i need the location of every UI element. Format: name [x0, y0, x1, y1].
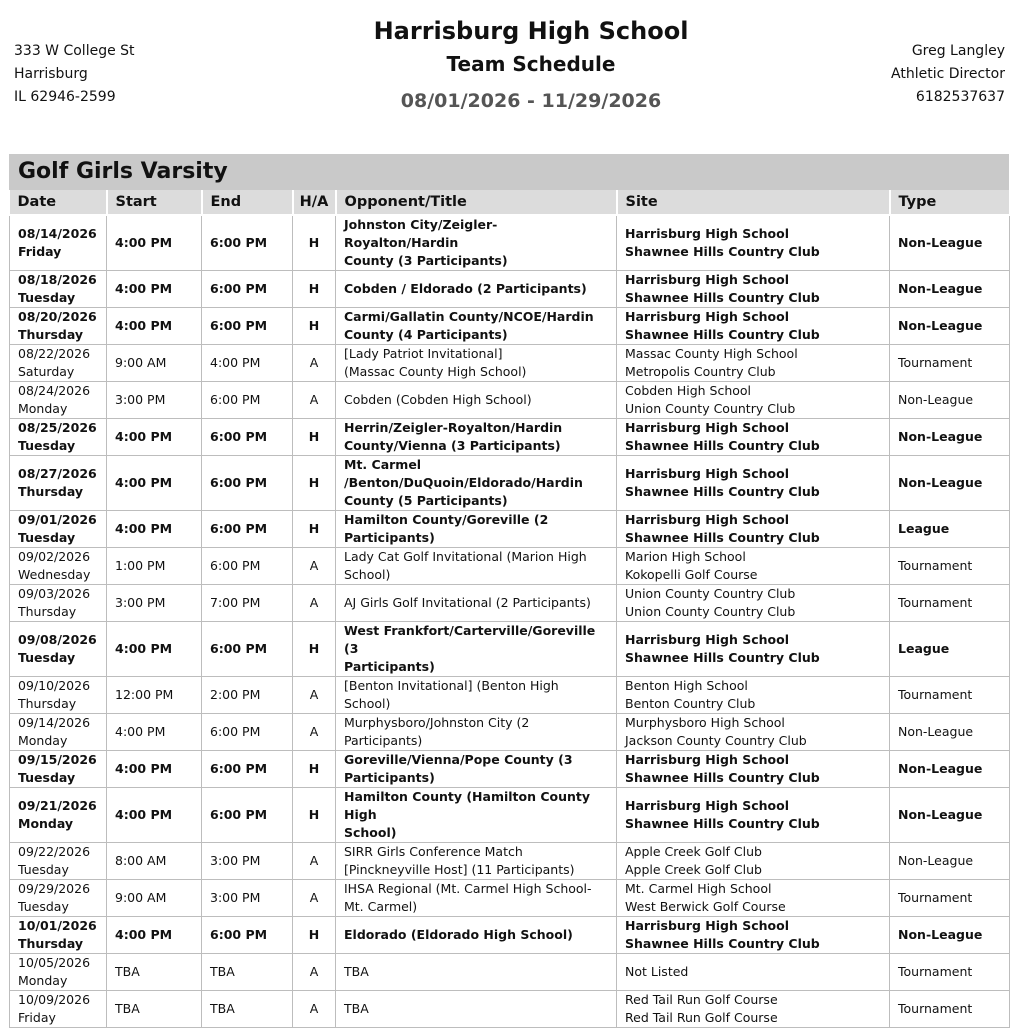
cell-site — [617, 991, 890, 1028]
event-weekday: Friday — [18, 244, 62, 259]
cell-home-away: A — [293, 548, 336, 585]
athletic-director-contact — [891, 40, 1005, 109]
cell-event-type: Non-League — [890, 215, 1010, 271]
site-line: Harrisburg High School — [625, 272, 789, 287]
cell-end-time: TBA — [202, 991, 293, 1028]
opponent-line: Participants) — [344, 770, 435, 785]
cell-home-away: A — [293, 880, 336, 917]
cell-end-time: TBA — [202, 954, 293, 991]
cell-date — [10, 622, 107, 677]
site-line: Shawnee Hills Country Club — [625, 484, 820, 499]
cell-date — [10, 382, 107, 419]
cell-site — [617, 917, 890, 954]
site-line: Shawnee Hills Country Club — [625, 770, 820, 785]
cell-event-type: Non-League — [890, 751, 1010, 788]
cell-date — [10, 677, 107, 714]
cell-date — [10, 511, 107, 548]
site-line: Apple Creek Golf Club — [625, 844, 762, 859]
opponent-line: County (5 Participants) — [344, 493, 508, 508]
opponent-line: County (3 Participants) — [344, 253, 508, 268]
opponent-line: AJ Girls Golf Invitational (2 Participants) — [344, 595, 591, 610]
opponent-line: [Lady Patriot Invitational] — [344, 346, 503, 361]
event-weekday: Tuesday — [18, 899, 69, 914]
site-line: Shawnee Hills Country Club — [625, 650, 820, 665]
event-weekday: Monday — [18, 733, 68, 748]
cell-event-type: Non-League — [890, 271, 1010, 308]
event-weekday: Monday — [18, 401, 68, 416]
col-header-start: Start — [107, 190, 202, 215]
cell-start-time: 12:00 PM — [107, 677, 202, 714]
site-line: Shawnee Hills Country Club — [625, 530, 820, 545]
cell-date — [10, 954, 107, 991]
event-weekday: Tuesday — [18, 650, 76, 665]
event-date: 08/25/2026 — [18, 420, 97, 435]
cell-event-type: League — [890, 622, 1010, 677]
document-subtitle: Team Schedule — [446, 52, 616, 76]
event-date: 09/14/2026 — [18, 715, 91, 730]
cell-start-time: 4:00 PM — [107, 271, 202, 308]
cell-opponent — [336, 215, 617, 271]
cell-home-away: H — [293, 788, 336, 843]
event-date: 08/14/2026 — [18, 226, 97, 241]
table-row — [10, 308, 1010, 345]
opponent-line: Cobden / Eldorado (2 Participants) — [344, 281, 587, 296]
cell-site — [617, 456, 890, 511]
table-row — [10, 843, 1010, 880]
cell-start-time: TBA — [107, 954, 202, 991]
cell-opponent — [336, 788, 617, 843]
cell-home-away: A — [293, 954, 336, 991]
cell-site — [617, 880, 890, 917]
cell-opponent — [336, 456, 617, 511]
address-city: Harrisburg — [14, 66, 88, 82]
event-weekday: Tuesday — [18, 530, 76, 545]
table-row — [10, 677, 1010, 714]
cell-date — [10, 843, 107, 880]
opponent-line: IHSA Regional (Mt. Carmel High School- — [344, 881, 592, 896]
cell-home-away: H — [293, 917, 336, 954]
event-weekday: Tuesday — [18, 862, 69, 877]
site-line: Harrisburg High School — [625, 512, 789, 527]
cell-site — [617, 271, 890, 308]
table-row — [10, 511, 1010, 548]
cell-end-time: 6:00 PM — [202, 419, 293, 456]
event-date: 10/05/2026 — [18, 955, 91, 970]
contact-title: Athletic Director — [891, 66, 1005, 82]
cell-opponent — [336, 345, 617, 382]
event-weekday: Thursday — [18, 696, 77, 711]
cell-event-type: Tournament — [890, 548, 1010, 585]
document-header — [0, 14, 1024, 122]
col-header-opponent: Opponent/Title — [336, 190, 617, 215]
cell-date — [10, 880, 107, 917]
site-line: Mt. Carmel High School — [625, 881, 772, 896]
site-line: Jackson County Country Club — [625, 733, 807, 748]
site-line: Harrisburg High School — [625, 420, 789, 435]
site-line: Not Listed — [625, 964, 689, 979]
event-date: 08/22/2026 — [18, 346, 91, 361]
site-line: Kokopelli Golf Course — [625, 567, 758, 582]
event-weekday: Thursday — [18, 484, 84, 499]
table-row — [10, 788, 1010, 843]
contact-name: Greg Langley — [911, 43, 1005, 59]
cell-site — [617, 419, 890, 456]
opponent-line: Participants) — [344, 530, 435, 545]
cell-event-type: Non-League — [890, 714, 1010, 751]
site-line: Red Tail Run Golf Course — [625, 1010, 778, 1025]
cell-start-time: 4:00 PM — [107, 788, 202, 843]
event-weekday: Wednesday — [18, 567, 91, 582]
event-date: 08/27/2026 — [18, 466, 97, 481]
site-line: Harrisburg High School — [625, 798, 789, 813]
site-line: Massac County High School — [625, 346, 798, 361]
cell-end-time: 6:00 PM — [202, 215, 293, 271]
site-line: Harrisburg High School — [625, 309, 789, 324]
cell-home-away: H — [293, 308, 336, 345]
cell-date — [10, 215, 107, 271]
cell-site — [617, 215, 890, 271]
cell-site — [617, 548, 890, 585]
cell-end-time: 6:00 PM — [202, 382, 293, 419]
col-header-site: Site — [617, 190, 890, 215]
site-line: Union County Country Club — [625, 586, 796, 601]
cell-home-away: A — [293, 677, 336, 714]
event-date: 09/22/2026 — [18, 844, 91, 859]
opponent-line: Eldorado (Eldorado High School) — [344, 927, 573, 942]
site-line: Cobden High School — [625, 383, 752, 398]
site-line: Shawnee Hills Country Club — [625, 816, 820, 831]
cell-end-time: 3:00 PM — [202, 843, 293, 880]
event-date: 08/20/2026 — [18, 309, 97, 324]
event-date: 09/29/2026 — [18, 881, 91, 896]
cell-opponent — [336, 991, 617, 1028]
cell-end-time: 7:00 PM — [202, 585, 293, 622]
table-row — [10, 585, 1010, 622]
cell-opponent — [336, 677, 617, 714]
cell-home-away: A — [293, 714, 336, 751]
cell-date — [10, 419, 107, 456]
event-weekday: Tuesday — [18, 438, 76, 453]
col-header-end: End — [202, 190, 293, 215]
col-header-date: Date — [10, 190, 107, 215]
cell-site — [617, 788, 890, 843]
address-state-zip: IL 62946-2599 — [14, 89, 116, 105]
cell-home-away: A — [293, 382, 336, 419]
cell-event-type: Tournament — [890, 585, 1010, 622]
opponent-line: Murphysboro/Johnston City (2 — [344, 715, 530, 730]
cell-event-type: Non-League — [890, 419, 1010, 456]
cell-home-away: H — [293, 419, 336, 456]
site-line: Shawnee Hills Country Club — [625, 438, 820, 453]
cell-home-away: A — [293, 345, 336, 382]
site-line: Harrisburg High School — [625, 632, 789, 647]
event-date: 10/01/2026 — [18, 918, 97, 933]
cell-site — [617, 345, 890, 382]
cell-start-time: 8:00 AM — [107, 843, 202, 880]
opponent-line: Mt. Carmel — [344, 457, 422, 472]
table-row — [10, 622, 1010, 677]
table-row — [10, 271, 1010, 308]
cell-home-away: A — [293, 585, 336, 622]
table-row — [10, 548, 1010, 585]
cell-site — [617, 677, 890, 714]
table-row — [10, 991, 1010, 1028]
opponent-line: County (4 Participants) — [344, 327, 508, 342]
cell-site — [617, 308, 890, 345]
event-date: 09/10/2026 — [18, 678, 91, 693]
site-line: Benton High School — [625, 678, 748, 693]
cell-start-time: 3:00 PM — [107, 382, 202, 419]
opponent-line: School) — [344, 696, 391, 711]
opponent-line: (Massac County High School) — [344, 364, 527, 379]
event-date: 10/09/2026 — [18, 992, 91, 1007]
cell-event-type: Tournament — [890, 954, 1010, 991]
col-header-type: Type — [890, 190, 1010, 215]
opponent-line: School) — [344, 825, 397, 840]
site-line: Shawnee Hills Country Club — [625, 290, 820, 305]
cell-home-away: H — [293, 215, 336, 271]
event-date: 09/03/2026 — [18, 586, 91, 601]
site-line: Benton Country Club — [625, 696, 756, 711]
cell-date — [10, 585, 107, 622]
contact-phone: 6182537637 — [915, 89, 1005, 105]
event-weekday: Monday — [18, 973, 68, 988]
opponent-line: TBA — [344, 1001, 369, 1016]
event-date: 09/21/2026 — [18, 798, 97, 813]
opponent-line: Hamilton County/Goreville (2 — [344, 512, 549, 527]
table-row — [10, 382, 1010, 419]
opponent-line: Participants) — [344, 659, 435, 674]
cell-start-time: 3:00 PM — [107, 585, 202, 622]
table-row — [10, 456, 1010, 511]
opponent-line: SIRR Girls Conference Match — [344, 844, 523, 859]
address-street: 333 W College St — [14, 43, 135, 59]
cell-event-type: Non-League — [890, 788, 1010, 843]
cell-event-type: Tournament — [890, 991, 1010, 1028]
cell-end-time: 6:00 PM — [202, 308, 293, 345]
cell-event-type: Tournament — [890, 345, 1010, 382]
event-date: 09/01/2026 — [18, 512, 97, 527]
cell-opponent — [336, 622, 617, 677]
cell-site — [617, 511, 890, 548]
cell-start-time: 4:00 PM — [107, 308, 202, 345]
cell-opponent — [336, 917, 617, 954]
cell-event-type: Non-League — [890, 382, 1010, 419]
cell-start-time: 4:00 PM — [107, 511, 202, 548]
site-line: Harrisburg High School — [625, 752, 789, 767]
cell-start-time: 4:00 PM — [107, 714, 202, 751]
opponent-line: Goreville/Vienna/Pope County (3 — [344, 752, 573, 767]
cell-start-time: 9:00 AM — [107, 345, 202, 382]
cell-opponent — [336, 548, 617, 585]
cell-end-time: 6:00 PM — [202, 622, 293, 677]
site-line: West Berwick Golf Course — [625, 899, 786, 914]
cell-opponent — [336, 419, 617, 456]
cell-opponent — [336, 511, 617, 548]
cell-home-away: A — [293, 991, 336, 1028]
event-date: 09/08/2026 — [18, 632, 97, 647]
cell-home-away: H — [293, 511, 336, 548]
cell-event-type: Tournament — [890, 880, 1010, 917]
cell-date — [10, 991, 107, 1028]
cell-end-time: 6:00 PM — [202, 456, 293, 511]
cell-opponent — [336, 585, 617, 622]
site-line: Harrisburg High School — [625, 226, 789, 241]
date-range: 08/01/2026 - 11/29/2026 — [400, 90, 662, 112]
event-date: 09/15/2026 — [18, 752, 97, 767]
cell-date — [10, 751, 107, 788]
cell-start-time: 4:00 PM — [107, 419, 202, 456]
team-title: Golf Girls Varsity — [9, 154, 1009, 190]
table-header-row — [10, 190, 1010, 215]
cell-date — [10, 345, 107, 382]
event-weekday: Tuesday — [18, 770, 76, 785]
cell-end-time: 6:00 PM — [202, 511, 293, 548]
cell-date — [10, 308, 107, 345]
opponent-line: Mt. Carmel) — [344, 899, 418, 914]
opponent-line: Johnston City/Zeigler-Royalton/Hardin — [344, 217, 498, 250]
table-row — [10, 714, 1010, 751]
cell-date — [10, 788, 107, 843]
site-line: Shawnee Hills Country Club — [625, 244, 820, 259]
opponent-line: Lady Cat Golf Invitational (Marion High — [344, 549, 587, 564]
event-weekday: Thursday — [18, 604, 77, 619]
cell-end-time: 6:00 PM — [202, 917, 293, 954]
cell-opponent — [336, 271, 617, 308]
schedule-table — [9, 190, 1011, 1028]
site-line: Metropolis Country Club — [625, 364, 776, 379]
cell-start-time: 1:00 PM — [107, 548, 202, 585]
site-line: Marion High School — [625, 549, 746, 564]
cell-home-away: H — [293, 751, 336, 788]
event-weekday: Saturday — [18, 364, 75, 379]
cell-opponent — [336, 954, 617, 991]
cell-start-time: 4:00 PM — [107, 622, 202, 677]
cell-opponent — [336, 880, 617, 917]
schedule-section — [9, 154, 1009, 1028]
event-weekday: Friday — [18, 1010, 56, 1025]
cell-event-type: Non-League — [890, 917, 1010, 954]
event-date: 09/02/2026 — [18, 549, 91, 564]
table-row — [10, 215, 1010, 271]
site-line: Murphysboro High School — [625, 715, 785, 730]
opponent-line: Cobden (Cobden High School) — [344, 392, 532, 407]
cell-opponent — [336, 751, 617, 788]
site-line: Shawnee Hills Country Club — [625, 327, 820, 342]
site-line: Union County Country Club — [625, 604, 796, 619]
cell-start-time: TBA — [107, 991, 202, 1028]
cell-end-time: 3:00 PM — [202, 880, 293, 917]
opponent-line: County/Vienna (3 Participants) — [344, 438, 561, 453]
cell-opponent — [336, 382, 617, 419]
opponent-line: School) — [344, 567, 391, 582]
opponent-line: Participants) — [344, 733, 423, 748]
cell-date — [10, 548, 107, 585]
cell-site — [617, 382, 890, 419]
cell-site — [617, 622, 890, 677]
cell-opponent — [336, 843, 617, 880]
site-line: Harrisburg High School — [625, 918, 789, 933]
cell-site — [617, 714, 890, 751]
cell-site — [617, 585, 890, 622]
event-weekday: Thursday — [18, 327, 84, 342]
table-row — [10, 954, 1010, 991]
opponent-line: [Pinckneyville Host] (11 Participants) — [344, 862, 575, 877]
site-line: Red Tail Run Golf Course — [625, 992, 778, 1007]
event-weekday: Monday — [18, 816, 74, 831]
opponent-line: West Frankfort/Carterville/Goreville (3 — [344, 623, 596, 656]
cell-event-type: Non-League — [890, 843, 1010, 880]
cell-end-time: 6:00 PM — [202, 788, 293, 843]
opponent-line: [Benton Invitational] (Benton High — [344, 678, 559, 693]
table-body — [10, 215, 1010, 1028]
cell-home-away: H — [293, 622, 336, 677]
cell-start-time: 4:00 PM — [107, 917, 202, 954]
opponent-line: Carmi/Gallatin County/NCOE/Hardin — [344, 309, 594, 324]
event-weekday: Thursday — [18, 936, 84, 951]
table-row — [10, 419, 1010, 456]
cell-home-away: H — [293, 271, 336, 308]
cell-site — [617, 751, 890, 788]
site-line: Union County Country Club — [625, 401, 796, 416]
cell-home-away: H — [293, 456, 336, 511]
event-date: 08/24/2026 — [18, 383, 91, 398]
col-header-home-away: H/A — [293, 190, 336, 215]
opponent-line: TBA — [344, 964, 369, 979]
site-line: Harrisburg High School — [625, 466, 789, 481]
cell-end-time: 2:00 PM — [202, 677, 293, 714]
cell-event-type: Non-League — [890, 308, 1010, 345]
table-row — [10, 917, 1010, 954]
cell-home-away: A — [293, 843, 336, 880]
cell-end-time: 4:00 PM — [202, 345, 293, 382]
cell-date — [10, 456, 107, 511]
cell-start-time: 4:00 PM — [107, 215, 202, 271]
cell-date — [10, 714, 107, 751]
cell-end-time: 6:00 PM — [202, 271, 293, 308]
cell-start-time: 4:00 PM — [107, 456, 202, 511]
table-row — [10, 345, 1010, 382]
opponent-line: /Benton/DuQuoin/Eldorado/Hardin — [344, 475, 583, 490]
cell-site — [617, 954, 890, 991]
cell-opponent — [336, 308, 617, 345]
cell-opponent — [336, 714, 617, 751]
opponent-line: Herrin/Zeigler-Royalton/Hardin — [344, 420, 563, 435]
table-row — [10, 751, 1010, 788]
cell-event-type: Non-League — [890, 456, 1010, 511]
cell-site — [617, 843, 890, 880]
table-row — [10, 880, 1010, 917]
cell-event-type: League — [890, 511, 1010, 548]
opponent-line: Hamilton County (Hamilton County High — [344, 789, 591, 822]
event-weekday: Tuesday — [18, 290, 76, 305]
cell-end-time: 6:00 PM — [202, 751, 293, 788]
event-date: 08/18/2026 — [18, 272, 97, 287]
cell-event-type: Tournament — [890, 677, 1010, 714]
cell-start-time: 9:00 AM — [107, 880, 202, 917]
cell-date — [10, 271, 107, 308]
cell-start-time: 4:00 PM — [107, 751, 202, 788]
cell-end-time: 6:00 PM — [202, 714, 293, 751]
cell-end-time: 6:00 PM — [202, 548, 293, 585]
site-line: Apple Creek Golf Club — [625, 862, 762, 877]
cell-date — [10, 917, 107, 954]
school-name: Harrisburg High School — [373, 17, 689, 45]
site-line: Shawnee Hills Country Club — [625, 936, 820, 951]
